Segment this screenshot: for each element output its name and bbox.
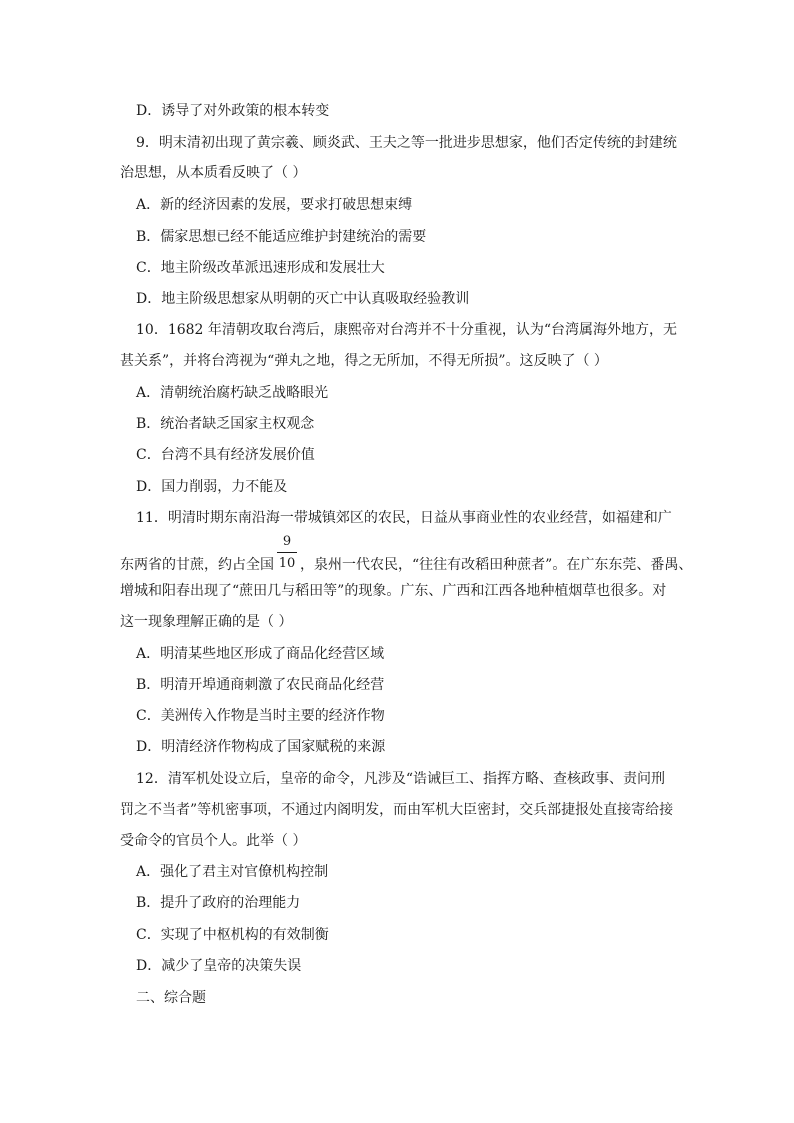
fraction-denominator: 10 bbox=[278, 556, 296, 571]
q10-option-b: B．统治者缺乏国家主权观念 bbox=[136, 416, 315, 432]
q11-option-b: B．明清开埠通商刺激了农民商品化经营 bbox=[136, 677, 385, 693]
q9-option-d: D．地主阶级思想家从明朝的灭亡中认真吸取经验教训 bbox=[136, 291, 470, 307]
q11-option-a: A．明清某些地区形成了商品化经营区域 bbox=[136, 646, 385, 662]
q11-stem-line2 bbox=[120, 534, 693, 575]
q12-option-b: B．提升了政府的治理能力 bbox=[136, 895, 301, 911]
q10-stem-line2: 甚关系”，并将台湾视为“弹丸之地，得之无所加，不得无所损”。这反映了（ ） bbox=[120, 353, 608, 369]
q10-option-d: D．国力削弱，力不能及 bbox=[136, 479, 288, 495]
q11-stem-line2-post: ，泉州一代农民，“往往有改稻田种蔗者”。在广东东莞、番禺、 bbox=[300, 557, 693, 573]
fraction-bar bbox=[277, 552, 297, 553]
q9-stem-line1: 9．明末清初出现了黄宗羲、顾炎武、王夫之等一批进步思想家，他们否定传统的封建统 bbox=[136, 135, 677, 151]
fraction-numerator: 9 bbox=[282, 534, 292, 549]
q9-option-c: C．地主阶级改革派迅速形成和发展壮大 bbox=[136, 260, 385, 276]
q10-stem-line1: 10．1682 年清朝攻取台湾后，康熙帝对台湾并不十分重视，认为“台湾属海外地方，无 bbox=[136, 322, 678, 338]
fraction bbox=[276, 534, 298, 575]
q12-stem-line3: 受命令的官员个人。此举（ ） bbox=[120, 833, 307, 849]
q11-stem-line1: 11．明清时期东南沿海一带城镇郊区的农民，日益从事商业性的农业经营，如福建和广 bbox=[136, 510, 672, 526]
q12-option-a: A．强化了君主对官僚机构控制 bbox=[136, 864, 329, 880]
q12-option-c: C．实现了中枢机构的有效制衡 bbox=[136, 927, 329, 943]
q11-stem-line2-pre: 东两省的甘蔗，约占全国 bbox=[120, 557, 274, 573]
q8-option-d: D．诱导了对外政策的根本转变 bbox=[136, 103, 330, 119]
q12-stem-line1: 12．清军机处设立后，皇帝的命令，凡涉及“诰诫巨工、指挥方略、查核政事、责问刑 bbox=[136, 771, 665, 787]
q9-option-b: B．儒家思想已经不能适应维护封建统治的需要 bbox=[136, 229, 427, 245]
q10-option-c: C．台湾不具有经济发展价值 bbox=[136, 447, 315, 463]
q9-option-a: A．新的经济因素的发展，要求打破思想束缚 bbox=[136, 197, 413, 213]
section-heading: 二、综合题 bbox=[136, 990, 206, 1006]
q12-option-d: D．减少了皇帝的决策失误 bbox=[136, 958, 302, 974]
q12-stem-line2: 罚之不当者”等机密事项，不通过内阁明发，而由军机大臣密封，交兵部捷报处直接寄给接 bbox=[120, 802, 674, 818]
q11-stem-line4: 这一现象理解正确的是（ ） bbox=[120, 614, 293, 630]
q11-option-c: C．美洲传入作物是当时主要的经济作物 bbox=[136, 708, 385, 724]
q9-stem-line2: 治思想，从本质看反映了（ ） bbox=[120, 165, 307, 181]
q10-option-a: A．清朝统治腐朽缺乏战略眼光 bbox=[136, 385, 329, 401]
q11-stem-line3: 增城和阳春出现了“蔗田几与稻田等”的现象。广东、广西和江西各地种植烟草也很多。对 bbox=[120, 583, 667, 599]
q11-option-d: D．明清经济作物构成了国家赋税的来源 bbox=[136, 739, 386, 755]
